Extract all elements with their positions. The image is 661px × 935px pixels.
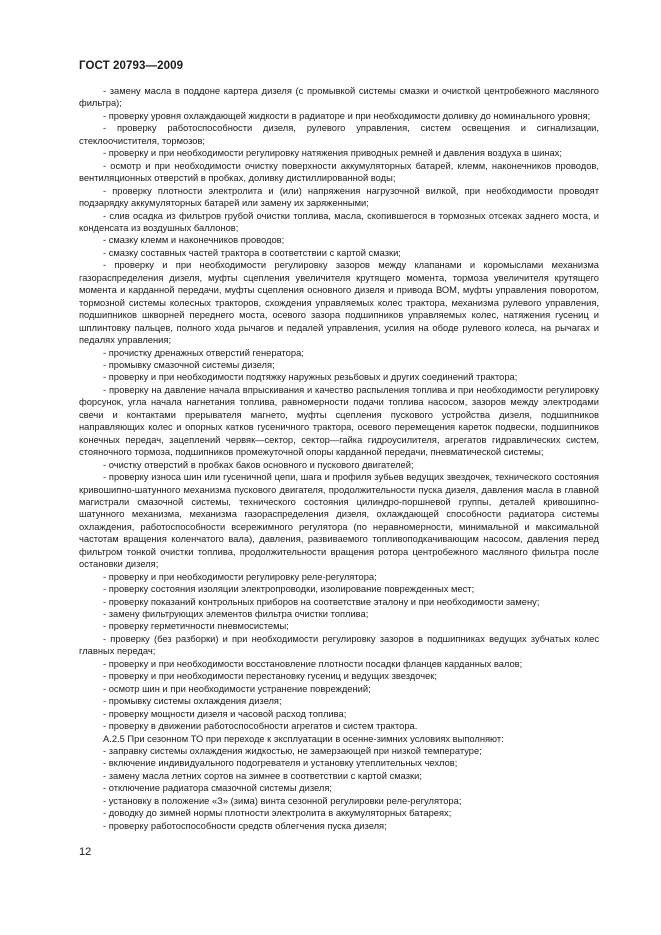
paragraph: А.2.5 При сезонном ТО при переходе к эксплуатации в осенне-зимних условиях выполняют:: [103, 733, 504, 744]
paragraph: - проверку состояния изоляции электропроводки, изолирование поврежденных мест;: [103, 584, 475, 595]
paragraph: - проверку в движении работоспособности агрегатов и систем трактора.: [103, 721, 418, 732]
document-header: ГОСТ 20793—2009: [79, 60, 184, 72]
paragraph: - проверку и при необходимости регулировку реле-регулятора;: [103, 571, 377, 582]
paragraph: - смазку клемм и наконечников проводов;: [103, 235, 285, 246]
paragraph: - очистку отверстий в пробках баков основного и пускового двигателей;: [103, 459, 414, 470]
paragraph: - замену масла летних сортов на зимнее в соответствии с картой смазки;: [103, 770, 422, 781]
paragraph: - проверку и при необходимости регулировку зазоров между клапанами и коромыслами механизма газораспределения дизеля, муфты сцепления увеличителя крутящего момента, тормоза увеличителя крутящего момента и карданной передачи, муфты сцепления основного дизеля и привода ВОМ, муфты управления поворотом, тормозной системы колесных тракторов, схождения управляемых колес трактора, механизма рулевого управления, подшипников шкворней переднего моста, осевого зазора подшипников управляемых колес, натяжения гусениц и шплинтовку пальцев, полного хода рычагов и педалей управления, усилия на ободе рулевого колеса, на рычагах и педалях управления;: [79, 260, 599, 346]
paragraph: - прочистку дренажных отверстий генератора;: [103, 347, 304, 358]
paragraph: - отключение радиатора смазочной системы дизеля;: [103, 783, 332, 794]
paragraph: - проверку (без разборки) и при необходимости регулировку зазоров в подшипниках ведущих зубчатых колес главных передач;: [79, 633, 599, 657]
paragraph: - установку в положение «З» (зима) винта сезонной регулировки реле-регулятора;: [103, 795, 462, 806]
paragraph: - проверку работоспособности дизеля, рулевого управления, систем освещения и сигнализации, стеклоочистителя, тормозов;: [79, 123, 599, 146]
paragraph: - проверку износа шин или гусеничной цепи, шага и профиля зубьев ведущих звездочек, технического состояния кривошипно-шатунного механизма пускового двигателя, продолжительности пуска дизеля, давления масла в главной магистрали смазочной системы, технического состояния цилиндро-поршневой группы, деталей кривошипно-шатунного механизма, механизма газораспределения дизеля, охлаждающей способности радиатора системы охлаждения, работоспособности всережимного регулятора (по неравномерности, минимальной и максимальной частотам вращения коленчатого вала), давления, развиваемого топливоподкачивающим насосом, давления перед фильтром тонкой очистки топлива, продолжительности вращения ротора центробежного масляного фильтра после остановки дизеля;: [79, 472, 599, 570]
paragraph: - проверку мощности дизеля и часовой расход топлива;: [103, 708, 347, 719]
paragraph: - доводку до зимней нормы плотности электролита в аккумуляторных батареях;: [103, 808, 452, 819]
paragraph: - проверку и при необходимости восстановление плотности посадки фланцев карданных валов;: [103, 658, 523, 669]
paragraph: - проверку на давление начала впрыскивания и качество распыления топлива и при необходимости регулировку форсунок, угла начала нагнетания топлива, равномерности подачи топлива насосом, зазоров между электродами свечи и контактами прерывателя магнето, муфты сцепления пускового устройства дизеля, подшипников направляющих колес и опорных катков гусеничного трактора, осевого перемещения кареток подвески, подшипников конечных передач, зацеплений червяк—сектор, сектор—гайка гидроусилителя, агрегатов гидравлических систем, стояночного тормоза, подшипников промежуточной опоры карданной передачи, пневматической системы;: [79, 384, 599, 458]
paragraph: - проверку работоспособности средств облегчения пуска дизеля;: [103, 820, 387, 831]
body-text: [79, 85, 599, 832]
paragraph: - промывку системы охлаждения дизеля;: [103, 696, 282, 707]
paragraph: - смазку составных частей трактора в соответствии с картой смазки;: [103, 247, 401, 258]
paragraph: - проверку герметичности пневмосистемы;: [103, 621, 289, 632]
paragraph: - слив осадка из фильтров грубой очистки топлива, масла, скопившегося в тормозных отсеках заднего моста, и конденсата из воздушных баллонов;: [79, 210, 599, 233]
paragraph: - проверку и при необходимости регулировку натяжения приводных ремней и давления воздуха в шинах;: [103, 148, 562, 159]
paragraph: - замену фильтрующих элементов фильтра очистки топлива;: [103, 609, 369, 620]
paragraph: - заправку системы охлаждения жидкостью, не замерзающей при низкой температуре;: [103, 746, 482, 757]
page-number: 12: [79, 846, 92, 858]
paragraph: - замену масла в поддоне картера дизеля (с промывкой системы смазки и очисткой центробежного масляного фильтра);: [79, 86, 599, 109]
paragraph: - проверку плотности электролита и (или) напряжения нагрузочной вилкой, при необходимости проводят подзарядку аккумуляторных батарей или замену их заряженными;: [79, 185, 599, 209]
paragraph: - осмотр и при необходимости очистку поверхности аккумуляторных батарей, клемм, наконечников проводов, вентиляционных отверстий в пробках, доливку дистиллированной воды;: [79, 160, 599, 184]
paragraph: - проверку и при необходимости перестановку гусениц и ведущих звездочек;: [103, 671, 437, 682]
paragraph: - осмотр шин и при необходимости устранение повреждений;: [103, 683, 371, 694]
paragraph: - промывку смазочной системы дизеля;: [103, 359, 275, 370]
paragraph: - включение индивидуального подогревателя и установку утеплительных чехлов;: [103, 758, 458, 769]
paragraph: - проверку показаний контрольных приборов на соответствие эталону и при необходимости замену;: [103, 596, 540, 607]
paragraph: - проверку уровня охлаждающей жидкости в радиаторе и при необходимости доливку до номинального уровня;: [103, 110, 591, 121]
paragraph: - проверку и при необходимости подтяжку наружных резьбовых и других соединений трактора;: [103, 372, 518, 383]
